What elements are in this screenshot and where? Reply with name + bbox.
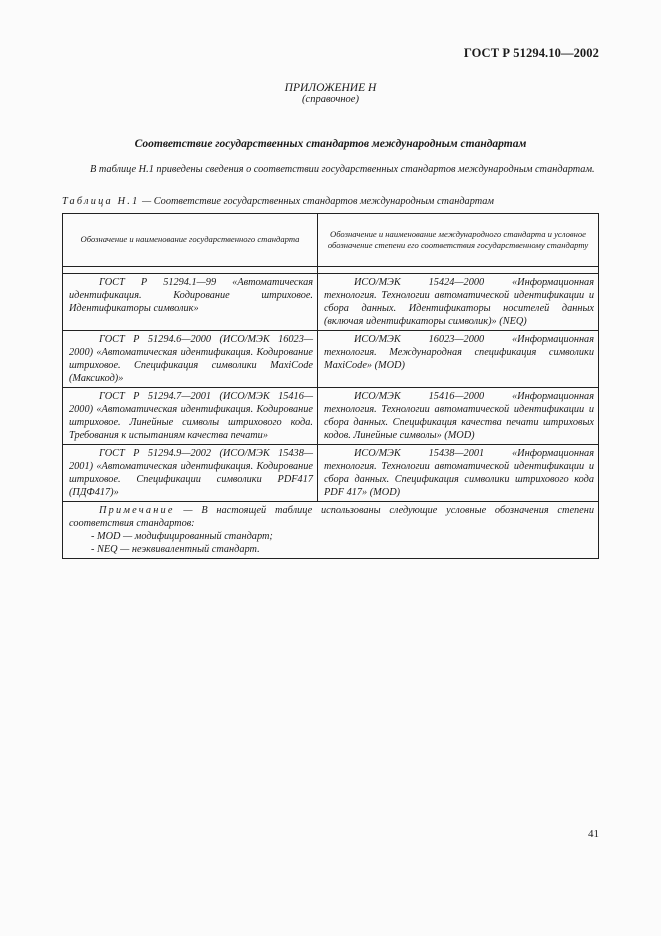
appendix-subtitle: (справочное) [302, 94, 359, 105]
table-row [63, 274, 599, 331]
national-standard-cell: ГОСТ Р 51294.9—2002 (ИСО/МЭК 15438—2001) «Автоматическая идентификация. Кодирование штриховое. Спецификации символики PDF417 (ПДФ417)» [63, 445, 318, 502]
national-standard-cell: ГОСТ Р 51294.6—2000 (ИСО/МЭК 16023—2000) «Автоматическая идентификация. Кодирование штриховое. Спецификация символики MaxiCode (Максикод)» [63, 331, 318, 388]
international-standard-cell: ИСО/МЭК 15416—2000 «Информационная технология. Технологии автоматической идентификации и сбора данных. Спецификация качества печати штриховых кодов. Линейные символы» (MOD) [318, 388, 599, 445]
header-national-standard: Обозначение и наименование государственного стандарта [63, 214, 318, 267]
header-international-standard: Обозначение и наименование международного стандарта и условное обозначение степени его соответствия государственному стандарту [318, 214, 599, 267]
note-item: - MOD — модифицированный стандарт; [91, 531, 273, 542]
table-row [63, 445, 599, 502]
document-code: ГОСТ Р 51294.10—2002 [463, 46, 599, 60]
table-caption [62, 196, 494, 207]
correspondence-table [62, 213, 599, 559]
section-heading: Соответствие государственных стандартов международным стандартам [134, 138, 527, 150]
note-body: — В настоящей таблице использованы следующие условные обозначения степени соответствия стандартов: [69, 505, 594, 529]
table-caption-label: Таблица Н.1 [62, 196, 140, 207]
table-caption-text: — Соответствие государственных стандартов международным стандартам [139, 196, 494, 207]
table-row [63, 388, 599, 445]
table-row [63, 331, 599, 388]
page-number: 41 [588, 828, 599, 840]
note-item: - NEQ — неэквивалентный стандарт. [91, 544, 260, 555]
national-standard-cell: ГОСТ Р 51294.7—2001 (ИСО/МЭК 15416—2000) «Автоматическая идентификация. Кодирование штриховое. Линейные символы штрихового кода. Требования к испытаниям качества печати» [63, 388, 318, 445]
international-standard-cell: ИСО/МЭК 16023—2000 «Информационная технология. Международная спецификация символики MaxiCode» (MOD) [318, 331, 599, 388]
intro-paragraph: В таблице Н.1 приведены сведения о соответствии государственных стандартов международным стандартам. [90, 164, 595, 175]
appendix-title: ПРИЛОЖЕНИЕ Н [284, 82, 377, 94]
spacer-cell [63, 267, 318, 274]
table-spacer-row [63, 267, 599, 274]
spacer-cell [318, 267, 599, 274]
note-label: Примечание [99, 505, 175, 516]
table-note [63, 502, 599, 559]
table-header-row [63, 214, 599, 267]
table-note-row [63, 502, 599, 559]
note-text [69, 504, 594, 530]
international-standard-cell: ИСО/МЭК 15438—2001 «Информационная технология. Технологии автоматической идентификации и сбора данных. Спецификация символики штрихового кода PDF 417» (MOD) [318, 445, 599, 502]
national-standard-cell: ГОСТ Р 51294.1—99 «Автоматическая идентификация. Кодирование штриховое. Идентификаторы символик» [63, 274, 318, 331]
international-standard-cell: ИСО/МЭК 15424—2000 «Информационная технология. Технологии автоматической идентификации и сбора данных. Идентификаторы носителей данных (включая идентификаторы символик)» (NEQ) [318, 274, 599, 331]
